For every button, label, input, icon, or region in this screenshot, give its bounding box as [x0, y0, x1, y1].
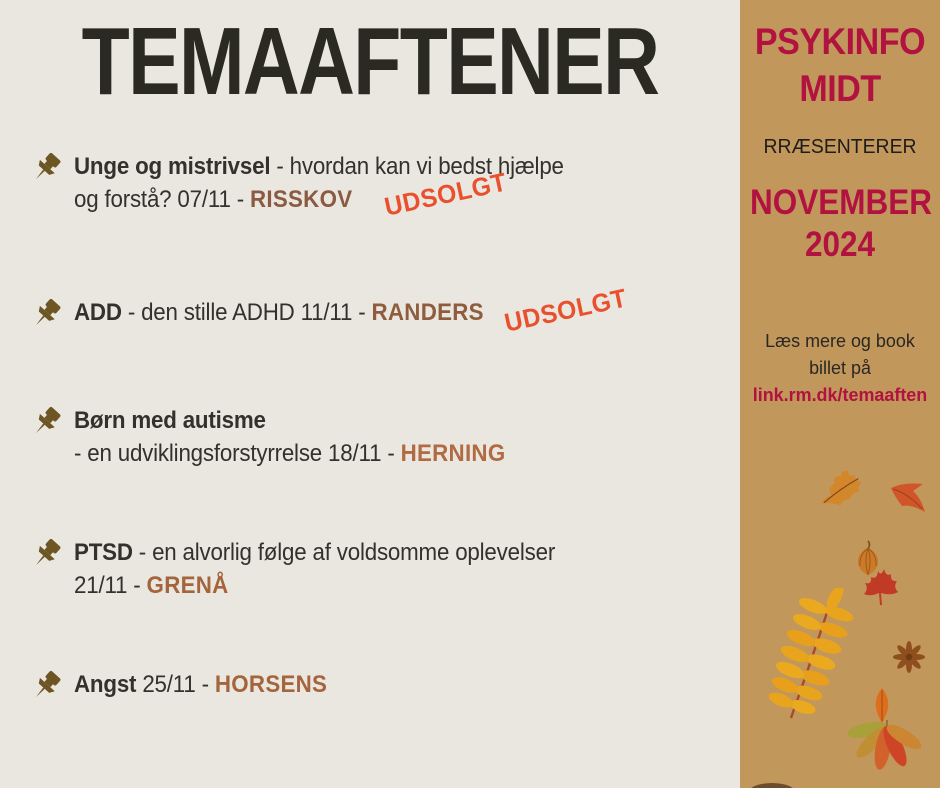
event-line1: [74, 668, 327, 701]
event-line1: [74, 296, 484, 329]
pushpin-icon: [28, 404, 64, 440]
event-date-text: og forstå? 07/11 -: [74, 186, 250, 213]
event-line2: [74, 437, 505, 470]
star-anise-icon: [891, 640, 927, 679]
month-title: [750, 182, 933, 266]
presents-label: RRÆSENTERER: [763, 136, 917, 158]
event-unge-og-mistrivsel: [28, 150, 601, 222]
event-title: Unge og mistrivsel: [74, 153, 271, 180]
pushpin-icon: [28, 668, 64, 704]
event-location: RISSKOV: [249, 186, 353, 213]
event-description: - hvordan kan vi bedst hjælpe: [270, 153, 564, 180]
event-location: HORSENS: [214, 671, 328, 698]
cta-line2: billet på: [809, 357, 871, 378]
event-line2: [74, 569, 555, 602]
sidebar: [740, 0, 940, 788]
brand-title: [748, 18, 932, 112]
cta-text: [743, 327, 937, 408]
event-title: Børn med autisme: [74, 407, 266, 434]
event-location: GRENÅ: [146, 572, 229, 599]
month-line1: NOVEMBER: [750, 183, 933, 222]
event-date-text: 21/11 -: [74, 572, 147, 599]
soldout-stamp: UDSOLGT: [501, 282, 630, 338]
virginia-creeper-leaf-icon: [829, 720, 939, 788]
event-ptsd: [28, 536, 591, 602]
event-description: - den stille ADHD 11/11 -: [121, 299, 372, 326]
autumn-oak-leaf-icon: [816, 468, 868, 521]
event-date-text: 25/11 -: [136, 671, 215, 698]
booking-link[interactable]: link.rm.dk/temaaften: [752, 384, 928, 405]
event-title: Angst: [74, 671, 137, 698]
event-title: ADD: [74, 299, 122, 326]
month-line2: 2024: [804, 225, 876, 264]
event-description: - en alvorlig følge af voldsomme oplevelser: [132, 539, 556, 566]
red-leaf-fragment-icon: [889, 480, 927, 521]
golden-rowan-leaf-icon: [763, 588, 863, 729]
brand-line2: MIDT: [799, 68, 881, 109]
red-maple-leaf-icon: [857, 566, 903, 611]
event-add: [28, 282, 630, 338]
soldout-stamp: UDSOLGT: [381, 166, 510, 222]
event-date-text: - en udviklingsforstyrrelse 18/11 -: [74, 440, 401, 467]
event-angst: [28, 668, 346, 701]
brown-leaf-edge-icon: [747, 779, 797, 788]
event-line1: [74, 404, 505, 437]
pushpin-icon: [28, 536, 64, 572]
cta-line1: Læs mere og book: [765, 330, 915, 351]
event-line1: [74, 536, 555, 569]
event-title: PTSD: [74, 539, 133, 566]
pushpin-icon: [28, 150, 64, 186]
event-location: HERNING: [400, 440, 506, 467]
page-title: TEMAAFTENER: [81, 8, 659, 115]
pushpin-icon: [28, 296, 64, 332]
brand-line1: PSYKINFO: [754, 21, 926, 62]
event-boern-med-autisme: [28, 404, 538, 470]
event-location: RANDERS: [371, 299, 484, 326]
